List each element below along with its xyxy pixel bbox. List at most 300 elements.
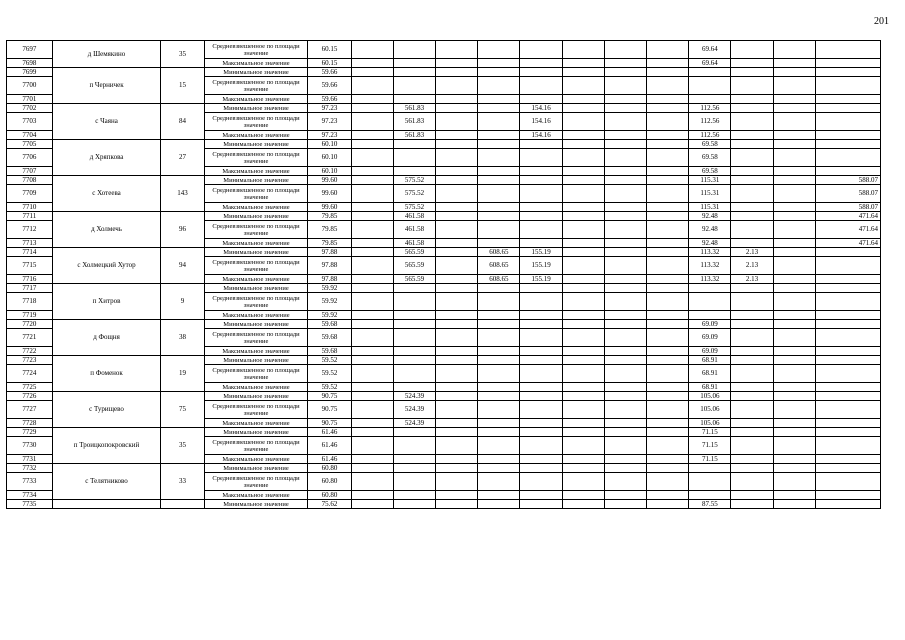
value-cell — [731, 365, 773, 383]
row-id: 7711 — [7, 212, 53, 221]
value-cell — [436, 275, 478, 284]
value-cell — [647, 257, 689, 275]
settlement-count: 9 — [161, 284, 204, 320]
value-cell — [647, 68, 689, 77]
value-cell — [604, 356, 646, 365]
value-cell: 87.55 — [689, 500, 731, 509]
value-cell: 608.65 — [478, 257, 520, 275]
value-cell: 92.48 — [689, 221, 731, 239]
value-cell: 61.46 — [308, 428, 351, 437]
value-cell — [520, 428, 562, 437]
value-cell: 60.10 — [308, 149, 351, 167]
value-cell: 608.65 — [478, 248, 520, 257]
row-id: 7732 — [7, 464, 53, 473]
value-cell: 97.88 — [308, 257, 351, 275]
value-cell — [689, 68, 731, 77]
value-cell — [562, 149, 604, 167]
value-cell — [520, 149, 562, 167]
value-cell — [351, 203, 393, 212]
value-type-label: Минимальное значение — [204, 176, 308, 185]
value-cell: 59.92 — [308, 293, 351, 311]
row-id: 7702 — [7, 104, 53, 113]
value-type-label: Минимальное значение — [204, 464, 308, 473]
value-cell: 105.06 — [689, 401, 731, 419]
value-cell — [604, 257, 646, 275]
value-cell — [562, 275, 604, 284]
value-cell — [478, 293, 520, 311]
value-cell: 471.64 — [815, 239, 880, 248]
value-cell — [478, 428, 520, 437]
value-type-label: Максимальное значение — [204, 167, 308, 176]
value-cell — [351, 212, 393, 221]
value-cell: 69.58 — [689, 149, 731, 167]
value-cell — [815, 392, 880, 401]
value-cell — [351, 131, 393, 140]
value-cell — [562, 68, 604, 77]
value-cell — [478, 464, 520, 473]
value-cell: 113.32 — [689, 248, 731, 257]
value-cell — [520, 140, 562, 149]
value-cell — [436, 140, 478, 149]
value-cell — [436, 500, 478, 509]
value-cell — [562, 221, 604, 239]
table-row — [7, 464, 881, 473]
value-cell — [731, 239, 773, 248]
value-cell — [815, 257, 880, 275]
value-cell — [478, 455, 520, 464]
value-cell — [773, 428, 815, 437]
value-cell — [647, 284, 689, 293]
value-cell — [478, 203, 520, 212]
value-cell — [436, 104, 478, 113]
value-cell — [520, 59, 562, 68]
value-cell — [731, 203, 773, 212]
value-cell — [604, 95, 646, 104]
value-cell — [478, 320, 520, 329]
value-cell — [773, 401, 815, 419]
value-cell: 59.52 — [308, 365, 351, 383]
value-cell — [773, 284, 815, 293]
value-cell — [647, 500, 689, 509]
value-cell — [647, 41, 689, 59]
value-cell — [815, 365, 880, 383]
value-cell — [351, 401, 393, 419]
value-cell: 97.88 — [308, 248, 351, 257]
value-cell — [436, 149, 478, 167]
value-cell: 79.85 — [308, 212, 351, 221]
value-cell — [351, 365, 393, 383]
value-cell — [815, 248, 880, 257]
value-cell — [815, 311, 880, 320]
table-row — [7, 41, 881, 59]
value-type-label: Средневзвешенное по площади значение — [204, 221, 308, 239]
value-cell — [520, 473, 562, 491]
value-cell — [478, 95, 520, 104]
value-cell — [393, 491, 435, 500]
value-cell: 565.59 — [393, 248, 435, 257]
value-cell — [604, 329, 646, 347]
value-cell — [351, 59, 393, 68]
value-cell — [815, 473, 880, 491]
value-cell: 59.52 — [308, 383, 351, 392]
value-cell — [731, 68, 773, 77]
value-cell — [647, 275, 689, 284]
value-cell — [647, 113, 689, 131]
settlement-count: 35 — [161, 41, 204, 68]
page-number: 201 — [874, 16, 889, 27]
value-cell — [562, 473, 604, 491]
value-cell — [773, 95, 815, 104]
value-cell — [562, 113, 604, 131]
table-row — [7, 176, 881, 185]
value-cell: 71.15 — [689, 437, 731, 455]
row-id: 7733 — [7, 473, 53, 491]
value-cell — [393, 77, 435, 95]
value-cell — [393, 140, 435, 149]
value-cell: 59.66 — [308, 68, 351, 77]
row-id: 7726 — [7, 392, 53, 401]
value-cell — [393, 320, 435, 329]
value-cell — [731, 356, 773, 365]
value-cell — [351, 320, 393, 329]
value-cell: 68.91 — [689, 356, 731, 365]
value-cell — [815, 347, 880, 356]
row-id: 7706 — [7, 149, 53, 167]
value-cell: 461.58 — [393, 212, 435, 221]
value-cell — [647, 392, 689, 401]
value-cell — [731, 392, 773, 401]
row-id: 7718 — [7, 293, 53, 311]
value-cell — [773, 104, 815, 113]
value-cell: 71.15 — [689, 455, 731, 464]
value-cell — [731, 419, 773, 428]
value-cell — [478, 356, 520, 365]
value-cell — [520, 464, 562, 473]
value-cell — [562, 140, 604, 149]
value-type-label: Средневзвешенное по площади значение — [204, 365, 308, 383]
value-cell — [478, 491, 520, 500]
value-cell: 97.88 — [308, 275, 351, 284]
value-cell — [351, 293, 393, 311]
value-cell — [393, 455, 435, 464]
value-cell — [773, 329, 815, 347]
value-cell — [647, 185, 689, 203]
value-cell — [351, 473, 393, 491]
value-cell — [731, 113, 773, 131]
value-cell: 71.15 — [689, 428, 731, 437]
value-cell — [562, 176, 604, 185]
value-cell — [562, 401, 604, 419]
table-row — [7, 104, 881, 113]
value-cell: 588.07 — [815, 185, 880, 203]
value-cell — [520, 320, 562, 329]
value-cell — [773, 41, 815, 59]
value-cell — [773, 320, 815, 329]
value-cell — [351, 329, 393, 347]
row-id: 7701 — [7, 95, 53, 104]
value-cell — [436, 185, 478, 203]
value-cell — [815, 464, 880, 473]
value-cell: 112.56 — [689, 113, 731, 131]
value-cell — [562, 392, 604, 401]
settlement-count: 75 — [161, 392, 204, 428]
value-cell — [604, 293, 646, 311]
value-cell: 59.68 — [308, 347, 351, 356]
row-id: 7714 — [7, 248, 53, 257]
value-cell — [436, 437, 478, 455]
value-cell — [520, 329, 562, 347]
value-cell — [647, 329, 689, 347]
table-row — [7, 356, 881, 365]
value-cell: 61.46 — [308, 455, 351, 464]
value-cell: 588.07 — [815, 203, 880, 212]
value-cell: 154.16 — [520, 104, 562, 113]
value-type-label: Максимальное значение — [204, 311, 308, 320]
value-type-label: Минимальное значение — [204, 68, 308, 77]
value-cell: 588.07 — [815, 176, 880, 185]
value-cell — [815, 59, 880, 68]
value-cell: 79.85 — [308, 221, 351, 239]
row-id: 7699 — [7, 68, 53, 77]
value-cell — [604, 275, 646, 284]
value-cell — [773, 392, 815, 401]
value-cell — [647, 59, 689, 68]
value-cell — [815, 77, 880, 95]
value-cell — [478, 437, 520, 455]
value-cell: 113.32 — [689, 257, 731, 275]
settlement-name: д Хряпкова — [52, 140, 160, 176]
table-row — [7, 68, 881, 77]
row-id: 7698 — [7, 59, 53, 68]
settlement-name: п Черничек — [52, 68, 160, 104]
value-cell — [351, 185, 393, 203]
value-cell — [773, 248, 815, 257]
value-cell: 2.13 — [731, 257, 773, 275]
value-cell — [520, 212, 562, 221]
value-cell — [731, 167, 773, 176]
settlement-name — [52, 500, 160, 509]
value-cell — [393, 437, 435, 455]
value-cell — [689, 293, 731, 311]
value-cell — [604, 149, 646, 167]
value-cell: 155.19 — [520, 248, 562, 257]
value-cell — [351, 356, 393, 365]
value-cell — [604, 203, 646, 212]
value-cell — [351, 257, 393, 275]
value-cell — [773, 131, 815, 140]
value-cell: 97.23 — [308, 131, 351, 140]
value-cell: 69.64 — [689, 41, 731, 59]
value-cell — [436, 419, 478, 428]
settlement-count: 35 — [161, 428, 204, 464]
value-cell — [351, 140, 393, 149]
value-type-label: Средневзвешенное по площади значение — [204, 113, 308, 131]
value-cell — [393, 365, 435, 383]
value-type-label: Средневзвешенное по площади значение — [204, 329, 308, 347]
value-cell: 105.06 — [689, 419, 731, 428]
value-cell — [351, 455, 393, 464]
row-id: 7716 — [7, 275, 53, 284]
value-cell — [520, 311, 562, 320]
value-cell — [647, 203, 689, 212]
data-table — [6, 40, 881, 509]
value-cell — [647, 239, 689, 248]
value-cell — [520, 95, 562, 104]
table-row — [7, 248, 881, 257]
value-type-label: Максимальное значение — [204, 239, 308, 248]
value-cell — [478, 185, 520, 203]
value-cell — [478, 149, 520, 167]
value-cell — [520, 491, 562, 500]
settlement-name: п Хитров — [52, 284, 160, 320]
value-cell — [351, 275, 393, 284]
value-cell — [815, 428, 880, 437]
value-cell — [604, 185, 646, 203]
value-cell — [815, 284, 880, 293]
value-cell — [520, 203, 562, 212]
value-cell — [647, 176, 689, 185]
value-cell: 575.52 — [393, 176, 435, 185]
value-cell — [731, 293, 773, 311]
value-cell: 97.23 — [308, 104, 351, 113]
value-cell: 90.75 — [308, 401, 351, 419]
value-type-label: Средневзвешенное по площади значение — [204, 257, 308, 275]
value-cell — [731, 437, 773, 455]
value-cell — [773, 149, 815, 167]
value-cell — [647, 356, 689, 365]
value-cell — [436, 95, 478, 104]
value-cell — [731, 383, 773, 392]
value-cell: 60.15 — [308, 59, 351, 68]
value-cell — [731, 77, 773, 95]
value-cell — [351, 491, 393, 500]
value-cell — [436, 41, 478, 59]
value-cell — [731, 491, 773, 500]
value-cell — [773, 113, 815, 131]
value-cell — [773, 203, 815, 212]
table-row — [7, 428, 881, 437]
value-cell — [731, 185, 773, 203]
row-id: 7727 — [7, 401, 53, 419]
value-cell — [815, 167, 880, 176]
value-cell: 59.92 — [308, 284, 351, 293]
value-cell — [647, 131, 689, 140]
value-cell — [689, 491, 731, 500]
value-type-label: Максимальное значение — [204, 95, 308, 104]
value-cell — [478, 59, 520, 68]
value-cell — [436, 473, 478, 491]
value-cell — [647, 311, 689, 320]
value-cell — [393, 356, 435, 365]
value-cell — [520, 356, 562, 365]
value-cell: 59.52 — [308, 356, 351, 365]
value-cell — [773, 167, 815, 176]
value-cell — [815, 131, 880, 140]
value-cell — [520, 239, 562, 248]
value-type-label: Минимальное значение — [204, 320, 308, 329]
value-cell — [815, 383, 880, 392]
value-cell — [393, 329, 435, 347]
value-cell — [436, 212, 478, 221]
value-cell — [351, 113, 393, 131]
value-cell — [393, 311, 435, 320]
value-cell — [647, 77, 689, 95]
settlement-name: д Фощня — [52, 320, 160, 356]
value-cell — [731, 464, 773, 473]
value-cell — [393, 95, 435, 104]
value-cell — [478, 311, 520, 320]
value-cell — [773, 68, 815, 77]
value-cell — [478, 383, 520, 392]
value-cell — [731, 473, 773, 491]
value-type-label: Средневзвешенное по площади значение — [204, 437, 308, 455]
row-id: 7712 — [7, 221, 53, 239]
value-cell — [773, 239, 815, 248]
value-type-label: Максимальное значение — [204, 491, 308, 500]
value-cell — [436, 77, 478, 95]
value-type-label: Средневзвешенное по площади значение — [204, 473, 308, 491]
value-cell — [351, 383, 393, 392]
value-cell — [815, 437, 880, 455]
value-cell — [351, 347, 393, 356]
value-cell — [731, 284, 773, 293]
row-id: 7728 — [7, 419, 53, 428]
value-cell — [436, 167, 478, 176]
value-cell — [436, 347, 478, 356]
value-cell — [436, 113, 478, 131]
value-cell — [351, 149, 393, 167]
value-type-label: Минимальное значение — [204, 140, 308, 149]
value-cell — [731, 311, 773, 320]
value-cell — [815, 329, 880, 347]
value-cell — [393, 347, 435, 356]
value-cell — [393, 284, 435, 293]
value-cell — [731, 212, 773, 221]
value-cell — [393, 68, 435, 77]
value-cell — [689, 77, 731, 95]
row-id: 7710 — [7, 203, 53, 212]
value-cell — [351, 239, 393, 248]
value-cell — [478, 500, 520, 509]
value-cell — [815, 41, 880, 59]
value-cell — [562, 419, 604, 428]
settlement-count — [161, 500, 204, 509]
value-cell — [436, 68, 478, 77]
value-cell — [393, 383, 435, 392]
value-cell — [520, 221, 562, 239]
value-cell — [689, 464, 731, 473]
value-cell: 92.48 — [689, 239, 731, 248]
table-row — [7, 320, 881, 329]
value-cell — [604, 176, 646, 185]
value-cell — [520, 167, 562, 176]
value-cell: 565.59 — [393, 275, 435, 284]
settlement-name: с Чаяна — [52, 104, 160, 140]
row-id: 7734 — [7, 491, 53, 500]
value-cell — [520, 68, 562, 77]
value-cell: 575.52 — [393, 185, 435, 203]
value-cell — [604, 68, 646, 77]
value-cell — [478, 239, 520, 248]
settlement-name: д Холмечь — [52, 212, 160, 248]
value-cell — [773, 437, 815, 455]
value-cell — [604, 455, 646, 464]
value-cell — [604, 131, 646, 140]
settlement-count: 19 — [161, 356, 204, 392]
value-cell — [436, 365, 478, 383]
value-cell: 90.75 — [308, 392, 351, 401]
value-cell — [731, 104, 773, 113]
